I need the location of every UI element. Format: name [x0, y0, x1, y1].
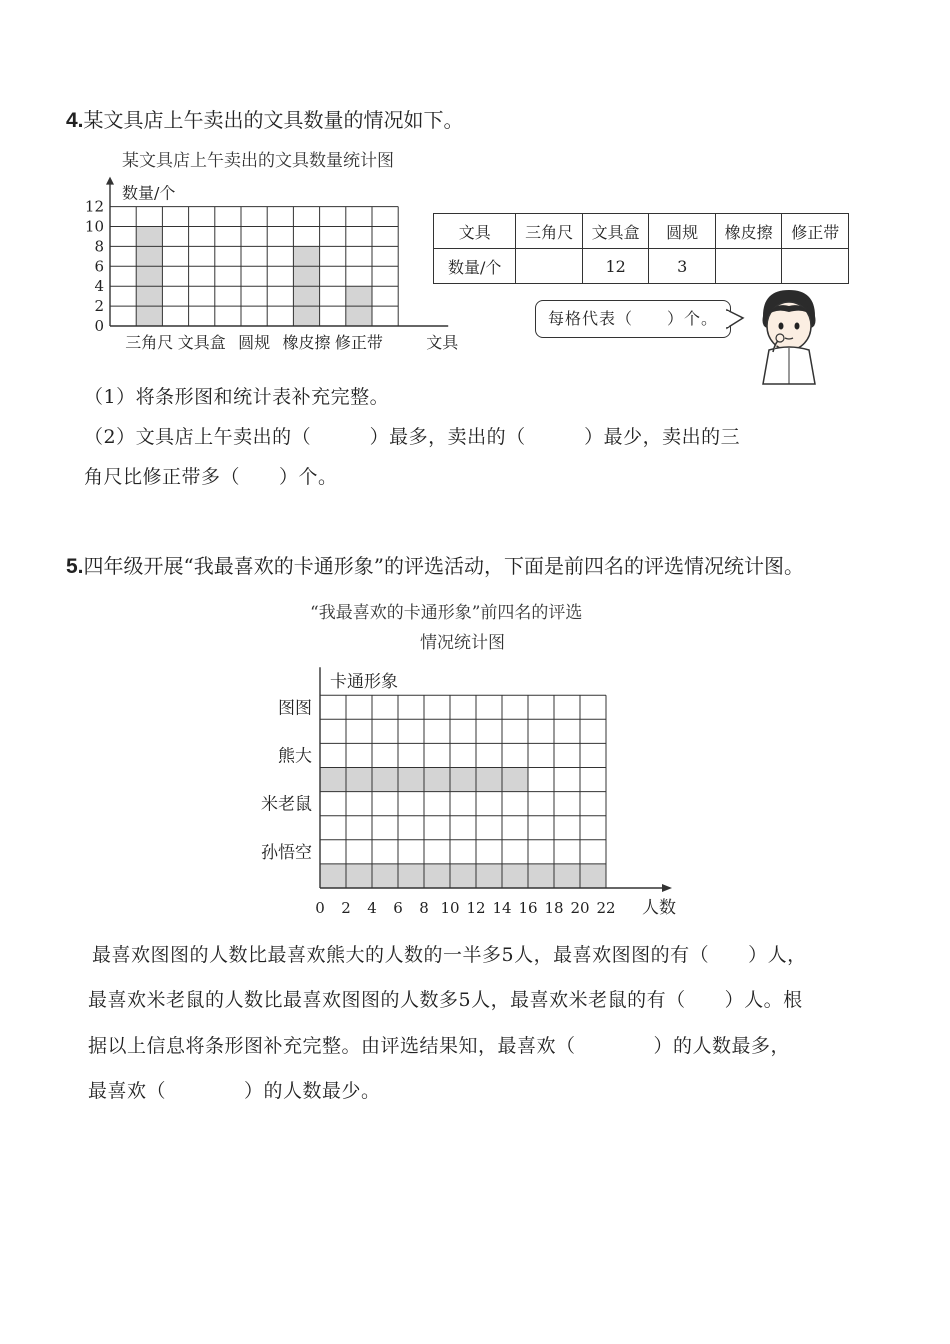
q5-prompt-text: 四年级开展“我最喜欢的卡通形象”的评选活动，下面是前四名的评选情况统计图。: [83, 554, 804, 578]
y-tick-label: 8: [94, 237, 104, 256]
q5-prompt: [66, 550, 804, 579]
q4-number: 4.: [66, 109, 84, 132]
y-axis-label: 数量/个: [122, 183, 176, 203]
category-label: 熊大: [278, 746, 312, 767]
y-tick-label: 10: [84, 217, 104, 236]
category-label: 修正带: [334, 333, 383, 352]
table-cell-blank[interactable]: [715, 249, 782, 284]
table-header-row: [434, 214, 849, 249]
category-label: 橡皮擦: [282, 333, 331, 352]
table-header-cell: 橡皮擦: [715, 214, 782, 249]
y-tick-label: 6: [94, 257, 104, 276]
q5-chart-title-line1: “我最喜欢的卡通形象”前四名的评选: [310, 603, 583, 623]
x-tick-label: 18: [544, 899, 564, 917]
table-cell: 3: [649, 249, 716, 284]
q4-sub2-line2: 角尺比修正带多（ ）个。: [84, 466, 338, 488]
x-tick-label: 6: [393, 899, 403, 917]
table-header-cell: 圆规: [649, 214, 716, 249]
q4-chart-title: 某文具店上午卖出的文具数量统计图: [122, 151, 394, 171]
x-axis-label: 文具: [426, 333, 459, 352]
table-header-cell: 文具盒: [582, 214, 649, 249]
category-label: 图图: [278, 698, 312, 719]
q4-prompt-text: 某文具店上午卖出的文具数量的情况如下。: [83, 108, 464, 132]
q5-bar-chart: [240, 658, 700, 918]
x-tick-label: 14: [492, 899, 512, 917]
table-cell-blank[interactable]: [782, 249, 849, 284]
q4-stats-table: [433, 213, 849, 284]
q5-para-line1: 最喜欢图图的人数比最喜欢熊大的人数的一半多5人，最喜欢图图的有（ ）人，: [92, 944, 807, 966]
table-header-cell: 修正带: [782, 214, 849, 249]
x-tick-label: 2: [341, 899, 351, 917]
q4-sub1: （1）将条形图和统计表补充完整。: [84, 386, 390, 408]
table-header-cell: 三角尺: [516, 214, 583, 249]
x-tick-label: 10: [440, 899, 460, 917]
q5-para-line2: 最喜欢米老鼠的人数比最喜欢图图的人数多5人，最喜欢米老鼠的有（ ）人。根: [88, 989, 803, 1011]
category-label: 圆规: [238, 333, 271, 352]
x-axis-arrow: [662, 884, 672, 892]
table-cell: 12: [582, 249, 649, 284]
speech-bubble-tail: [727, 306, 747, 326]
y-tick-label: 12: [84, 197, 104, 216]
category-label: 文具盒: [177, 333, 226, 352]
q4-sub2-line1: （2）文具店上午卖出的（ ）最多，卖出的（ ）最少，卖出的三: [84, 426, 741, 448]
q5-para-line4: 最喜欢（ ）的人数最少。: [88, 1080, 381, 1102]
x-tick-label: 16: [518, 899, 538, 917]
q5-chart-title-line2: 情况统计图: [420, 633, 505, 653]
bar: [136, 227, 162, 327]
x-tick-label: 4: [367, 899, 377, 917]
boy-illustration-icon: [745, 286, 835, 386]
x-tick-label: 12: [466, 899, 486, 917]
q5-number: 5.: [66, 555, 84, 578]
q4-prompt: [66, 104, 464, 133]
y-tick-label: 4: [94, 277, 104, 296]
table-cell-blank[interactable]: [516, 249, 583, 284]
bar: [320, 864, 606, 888]
y-axis-label: 卡通形象: [330, 672, 398, 693]
x-axis-label: 人数: [642, 898, 676, 918]
table-header-cell: 文具: [434, 214, 516, 249]
x-tick-label: 8: [419, 899, 429, 917]
x-tick-label: 22: [596, 899, 616, 917]
speech-bubble: 每格代表（ ）个。: [535, 300, 731, 338]
category-label: 三角尺: [125, 333, 174, 352]
table-row-label: 数量/个: [434, 249, 516, 284]
y-tick-label: 0: [94, 317, 104, 335]
y-axis-arrow: [106, 177, 114, 185]
category-label: 米老鼠: [261, 794, 312, 815]
q5-para-line3: 据以上信息将条形图补充完整。由评选结果知，最喜欢（ ）的人数最多，: [88, 1035, 791, 1057]
x-tick-label: 20: [570, 899, 590, 917]
category-label: 孙悟空: [261, 842, 312, 863]
y-tick-label: 2: [94, 297, 104, 316]
x-tick-label: 0: [315, 899, 325, 917]
table-row: [434, 249, 849, 284]
